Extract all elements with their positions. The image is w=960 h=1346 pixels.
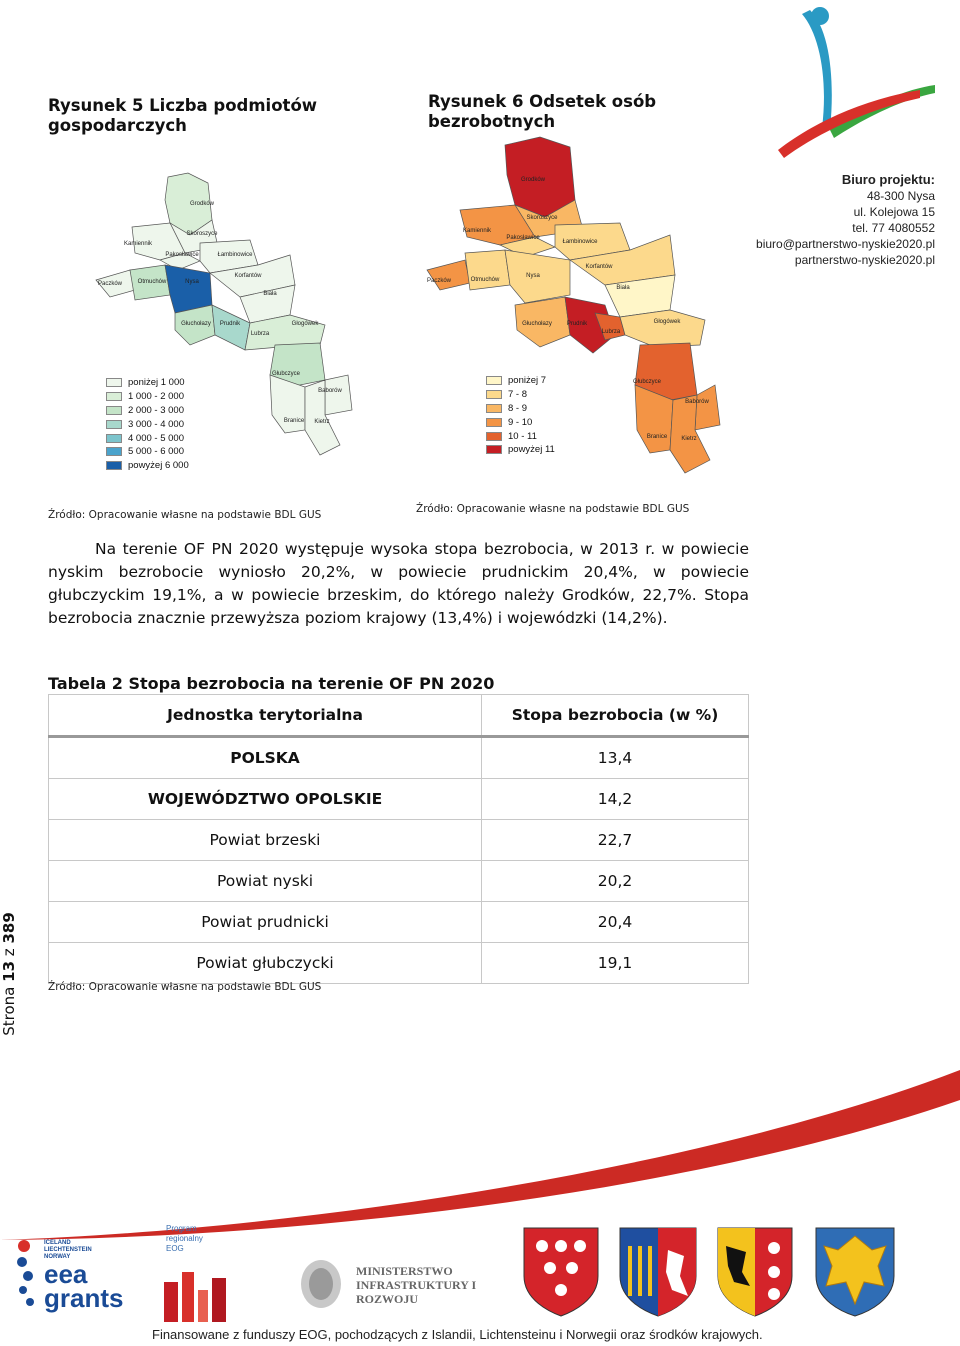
table-row [49,861,749,902]
legend-item [106,376,189,390]
table-cell-unit: Powiat nyski [49,861,482,902]
map-place-label: Głogówek [653,319,681,325]
unemployment-table [48,694,749,984]
legend-swatch [106,447,122,456]
map-place-label: Pakosławice [506,235,540,241]
legend-item [106,390,189,404]
legend-label: 10 - 11 [508,430,537,442]
legend-swatch [486,445,502,454]
table-cell-rate: 22,7 [482,820,749,861]
map-place-label: Łambinowice [217,252,253,258]
map-place-label: Prudnik [566,321,588,327]
map-place-label: Głogówek [291,321,319,327]
legend-label: 5 000 - 6 000 [128,446,184,458]
region-baborow [325,375,352,415]
table-cell-rate: 20,2 [482,861,749,902]
map-place-label: Baborów [318,388,342,394]
map-place-label: Korfantów [585,264,613,270]
legend-swatch [486,432,502,441]
figure5-source: Źródło: Opracowanie własne na podstawie BDL GUS [48,509,322,521]
page-total: 389 [0,912,18,944]
map-place-label: Korfantów [234,273,262,279]
legend-item [486,374,555,388]
map-place-label: Kamiennik [462,228,492,234]
legend-item [486,415,555,429]
legend-item [486,402,555,416]
map-place-label: Kamiennik [123,241,153,247]
legend-swatch [106,434,122,443]
map-place-label: Kietrz [681,436,697,442]
project-office-contact [740,172,935,268]
figure6-legend [486,374,555,457]
eea-wordmark: eea grants [44,1259,124,1313]
legend-label: powyżej 11 [508,444,555,456]
map-place-label: Skoroszyce [526,215,558,221]
legend-item [106,459,189,473]
page-current: 13 [0,960,18,982]
map-place-label: Kietrz [314,419,330,425]
coat-of-arms-opolskie-icon [814,1226,896,1318]
legend-item [106,404,189,418]
map-place-label: Lubrza [601,329,621,335]
region-nysa [165,265,212,313]
legend-label: poniżej 7 [508,375,547,387]
table-cell-rate: 14,2 [482,779,749,820]
legend-item [486,388,555,402]
map-place-label: Pakosławice [165,252,199,258]
map-unemployment [415,135,725,475]
map-place-label: Baborów [685,399,709,405]
coat-of-arms-nysa-icon [522,1226,600,1318]
legend-swatch [486,404,502,413]
map-place-label: Lubrza [250,331,270,337]
contact-city: 48-300 Nysa [866,189,935,203]
table-cell-unit: Powiat prudnicki [49,902,482,943]
map-place-label: Nysa [526,273,540,279]
map-place-label: Biała [616,285,630,291]
table-row [49,943,749,984]
page-prefix: Strona [0,986,18,1036]
legend-swatch [486,376,502,385]
header-unit: Jednostka terytorialna [49,695,482,737]
region-otmuchow [465,250,510,290]
header-rate: Stopa bezrobocia (w %) [482,695,749,737]
region-baborow [695,385,720,430]
legend-label: 1 000 - 2 000 [128,391,184,403]
table-row [49,902,749,943]
eog-program-logo [160,1224,240,1324]
map-place-label: Paczków [97,281,123,287]
legend-item [486,429,555,443]
ministry-name: MINISTERSTWO INFRASTRUKTURY I ROZWOJU [356,1264,477,1306]
figure6-title: Rysunek 6 Odsetek osób bezrobotnych [428,92,657,131]
unemployment-paragraph: Na terenie OF PN 2020 występuje wysoka stopa bezrobocia, w 2013 r. w powiecie nyskim bezrobocie wyniosło 20,2%, w powiecie prudnickim 20,4%, w powiecie głubczyckim 19,1%, a w powiecie brzeskim, do którego należy Grodków, 22,7%. Stopa bezrobocia znacznie przewyższa poziom krajowy (13,4%) i wojewódzki (14,2%). [48,540,749,627]
page-number [0,904,24,1044]
contact-heading: Biuro projektu: [841,172,935,187]
map-place-label: Łambinowice [562,239,598,245]
legend-label: 3 000 - 4 000 [128,418,184,430]
table-cell-rate: 20,4 [482,902,749,943]
map-place-label: Nysa [185,279,199,285]
ministry-logo [298,1258,488,1318]
eea-grants-logo [14,1236,134,1316]
page-sep: z [0,948,18,957]
unemployment-paragraph-block [48,538,749,630]
legend-item [106,417,189,431]
legend-label: 4 000 - 5 000 [128,432,184,444]
table-title: Tabela 2 Stopa bezrobocia na terenie OF PN 2020 [48,674,495,693]
legend-item [106,445,189,459]
legend-label: 8 - 9 [508,402,528,414]
contact-street: ul. Kolejowa 15 [853,205,935,219]
map-place-label: Branice [283,418,305,424]
legend-swatch [106,392,122,401]
legend-label: 9 - 10 [508,416,533,428]
legend-swatch [486,418,502,427]
table-row [49,820,749,861]
contact-phone: tel. 77 4080552 [852,221,935,235]
legend-label: 7 - 8 [508,389,528,401]
table-header-row [49,695,749,737]
contact-website: partnerstwo-nyskie2020.pl [794,253,935,267]
legend-item [486,443,555,457]
figure5-legend [106,376,189,473]
map-place-label: Paczków [426,278,452,284]
map-place-label: Biała [263,291,277,297]
map-place-label: Otmuchów [470,277,500,283]
program-buildings-icon [160,1262,240,1322]
map-place-label: Branice [646,434,668,440]
legend-swatch [106,378,122,387]
table-cell-unit: POLSKA [49,737,482,779]
legend-label: poniżej 1 000 [128,377,185,389]
map-place-label: Grodków [520,177,546,183]
legend-label: powyżej 6 000 [128,460,189,472]
map-place-label: Głubczyce [632,379,662,385]
footer-swoosh [0,1060,960,1240]
legend-swatch [106,406,122,415]
legend-swatch [486,390,502,399]
table-cell-unit: Powiat brzeski [49,820,482,861]
figure6-source: Źródło: Opracowanie własne na podstawie BDL GUS [416,503,690,515]
eagle-emblem-icon [298,1258,344,1310]
region-glogowek [620,310,705,347]
table-cell-rate: 13,4 [482,737,749,779]
map-place-label: Głubczyce [271,371,301,377]
eea-countries: ICELAND LIECHTENSTEIN NORWAY [44,1240,92,1260]
funding-note: Finansowane z funduszy EOG, pochodzących z Islandii, Lichtensteinu i Norwegii oraz środków krajowych. [152,1327,763,1342]
coat-of-arms-county-icon [618,1226,698,1318]
map-place-label: Otmuchów [137,279,167,285]
table-cell-unit: Powiat głubczycki [49,943,482,984]
map-place-label: Prudnik [219,321,241,327]
coat-of-arms-prudnik-icon [716,1226,794,1318]
map-place-label: Skoroszyce [186,231,218,237]
map-place-label: Grodków [189,201,215,207]
eea-dots-icon [14,1236,48,1316]
legend-swatch [106,461,122,470]
table-source: Źródło: Opracowanie własne na podstawie BDL GUS [48,981,322,993]
figure5-title: Rysunek 5 Liczba podmiotów gospodarczych [48,96,318,135]
legend-item [106,431,189,445]
map-place-label: Głuchołazy [522,321,552,327]
map-place-label: Głuchołazy [181,321,211,327]
region-paczkow [427,260,470,290]
contact-email: biuro@partnerstwo-nyskie2020.pl [756,237,935,251]
table-row [49,737,749,779]
table-row [49,779,749,820]
table-cell-rate: 19,1 [482,943,749,984]
program-label: Program regionalny EOG [166,1224,203,1253]
partnership-logo [770,0,950,165]
region-prudnik [212,305,250,350]
legend-swatch [106,420,122,429]
table-cell-unit: WOJEWÓDZTWO OPOLSKIE [49,779,482,820]
legend-label: 2 000 - 3 000 [128,404,184,416]
